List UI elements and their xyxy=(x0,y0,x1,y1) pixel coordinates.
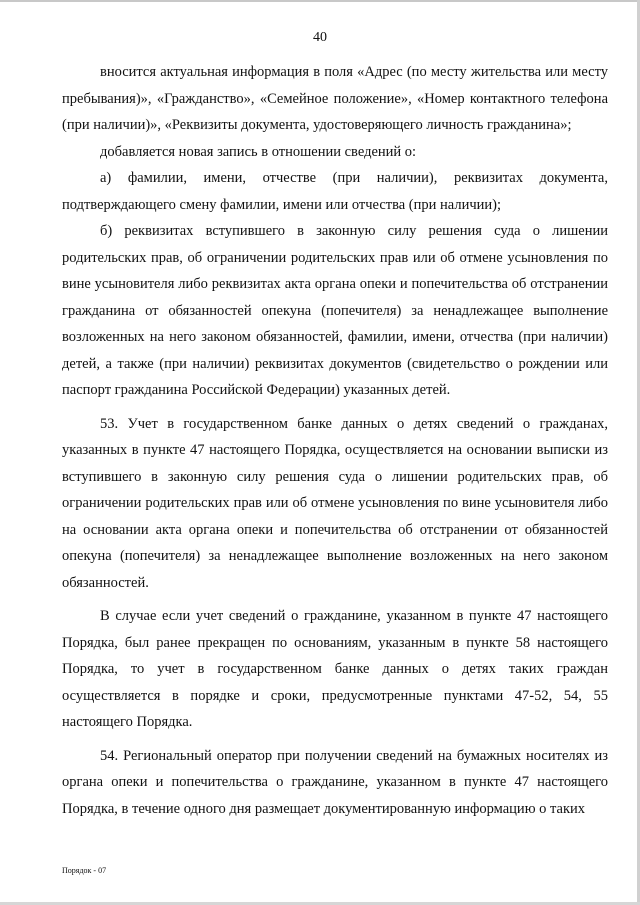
paragraph-address-fields: вносится актуальная информация в поля «Адрес (по месту жительства или месту пребывания)», «Гражданство», «Семейное положение», «Номер контактного телефона (при наличии)», «Реквизиты документа, удостоверяющего личность гражданина»; xyxy=(62,64,608,133)
paragraph-item-a: а) фамилии, имени, отчестве (при наличии), реквизитах документа, подтверждающего смену фамилии, имени или отчества (при наличии); xyxy=(62,170,608,213)
paragraph-new-record: добавляется новая запись в отношении сведений о: xyxy=(100,143,417,160)
paragraph-clause-53: 53. Учет в государственном банке данных о детях сведений о гражданах, указанных в пункте 47 настоящего Порядка, осуществляется на основании выписки из вступившего в законную силу решения суда о лишении родительских прав, об ограничении родительских прав или об отмене усыновления по вине усыновителя либо на основании акта органа опеки и попечительства об отстранении от обязанностей опекуна (попечителя) за ненадлежащее выполнение возложенных на него законом обязанностей. xyxy=(62,415,608,591)
paragraph-clause-53-case: В случае если учет сведений о гражданине, указанном в пункте 47 настоящего Порядка, был ранее прекращен по основаниям, указанным в пункте 58 настоящего Порядка, то учет в государственном банке данных о детях таких граждан осуществляется в порядке и сроки, предусмотренные пунктами 47-52, 54, 55 настоящего Порядка. xyxy=(62,608,608,730)
footer-document-code: Порядок - 07 xyxy=(62,866,107,875)
document-body xyxy=(62,59,608,822)
scan-edge-top xyxy=(0,0,640,2)
page-number: 40 xyxy=(313,30,327,45)
paragraph-clause-54: 54. Региональный оператор при получении сведений на бумажных носителях из органа опеки и попечительства о гражданине, указанном в пункте 47 настоящего Порядка, в течение одного дня размещает документированную информацию о таких xyxy=(62,747,608,817)
paragraph-item-b: б) реквизитах вступившего в законную силу решения суда о лишении родительских прав, об ограничении родительских прав или об отмене усыновления по вине усыновителя либо реквизитах акта органа опеки и попечительства об отстранении гражданина от обязанностей опекуна (попечителя) за ненадлежащее выполнение возложенных на него законом обязанностей, фамилии, имени, отчества (при наличии) детей, а также (при наличии) реквизитах документов (свидетельство о рождении или паспорт гражданина Российской Федерации) указанных детей. xyxy=(62,223,608,398)
